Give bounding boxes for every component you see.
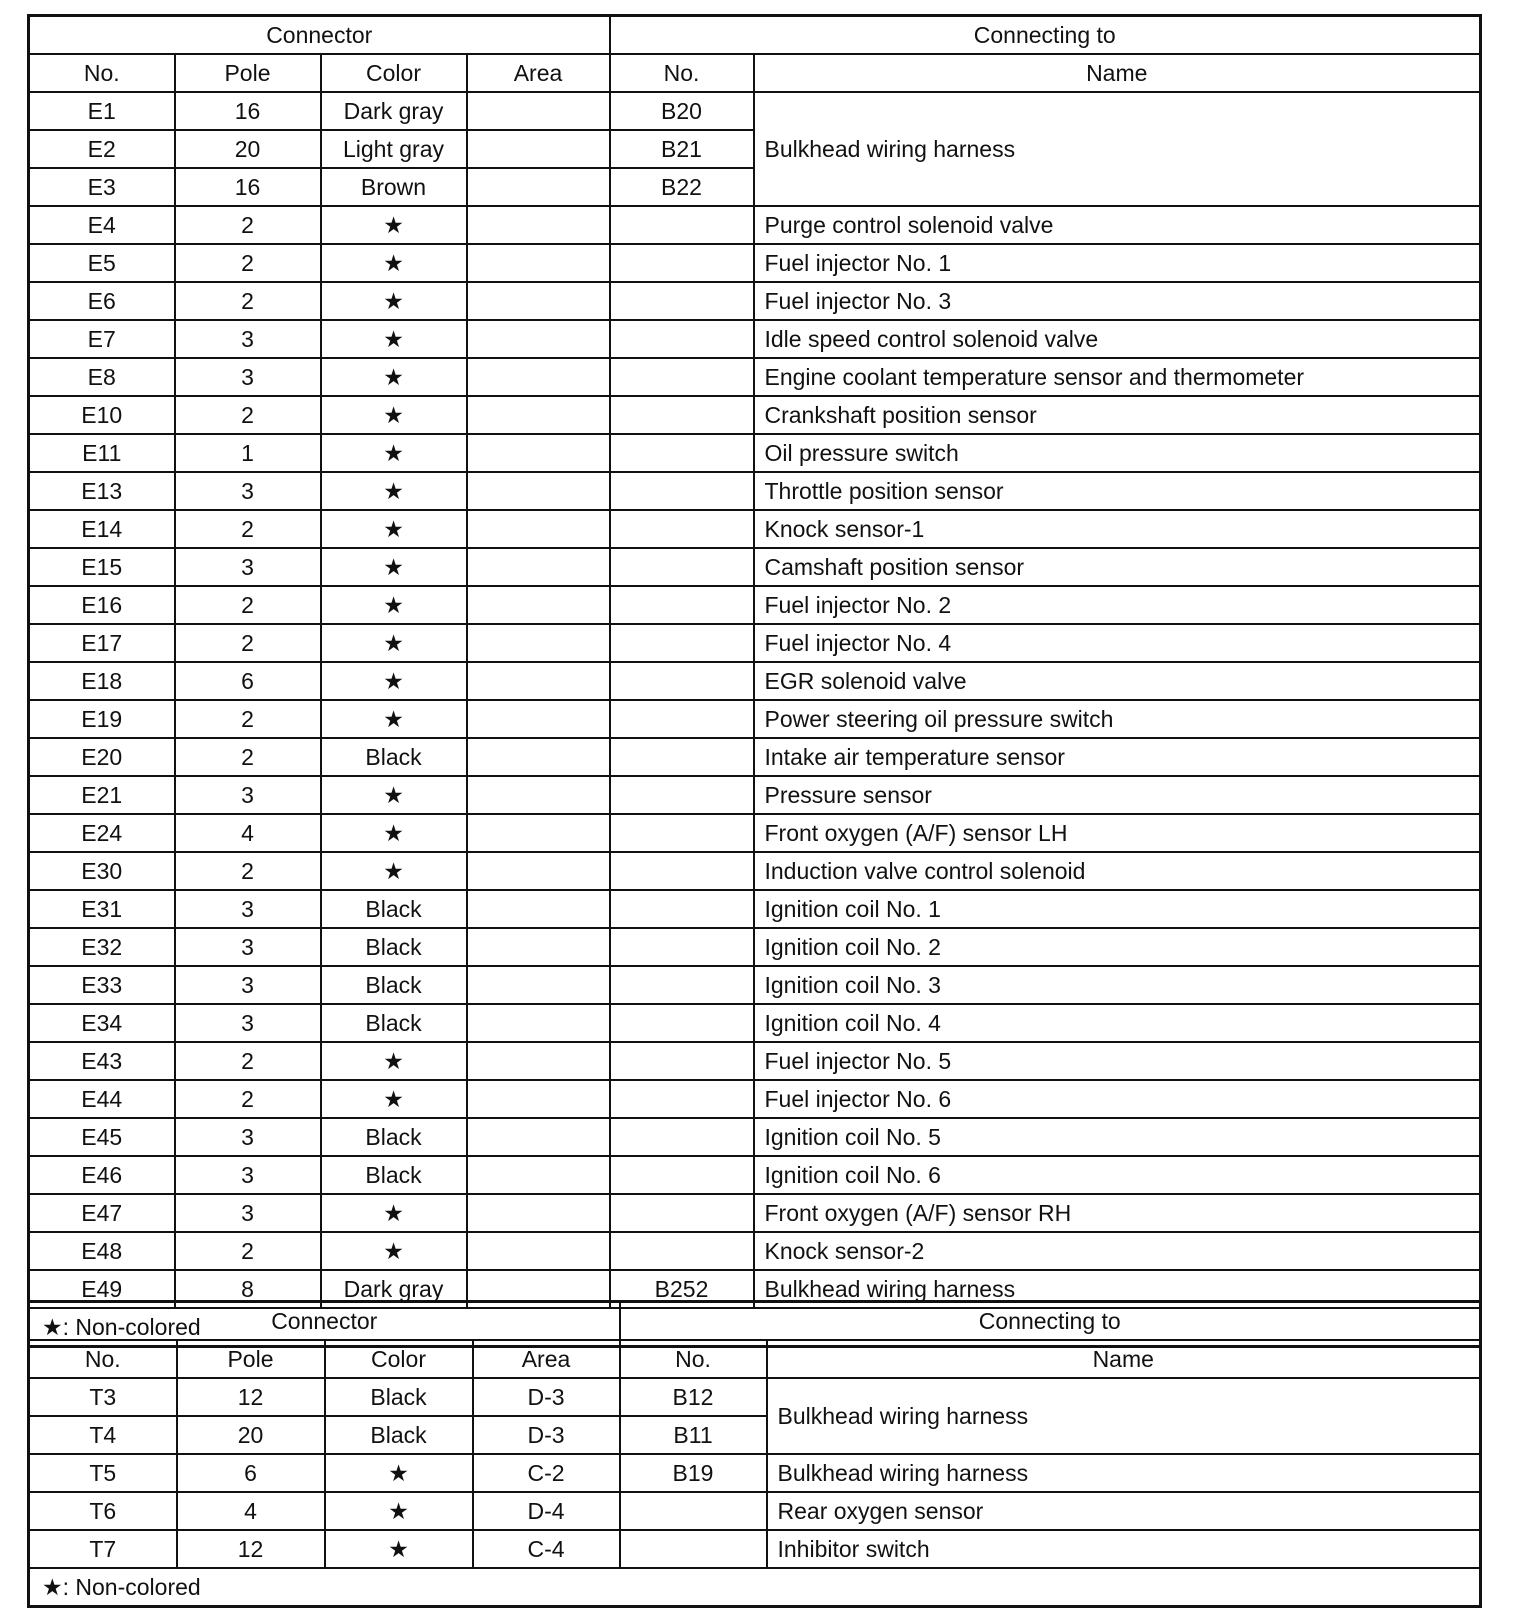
connecting-no-cell [610, 890, 754, 928]
connector-no-cell: E45 [29, 1118, 175, 1156]
pole-cell: 3 [175, 548, 321, 586]
name-cell: Crankshaft position sensor [754, 396, 1481, 434]
color-cell: ★ [321, 510, 467, 548]
pole-cell: 2 [175, 510, 321, 548]
area-cell [467, 206, 610, 244]
name-cell: Rear oxygen sensor [767, 1492, 1481, 1530]
connecting-no-cell [610, 1194, 754, 1232]
connector-table-t [27, 1300, 1482, 1608]
table-row [29, 700, 1481, 738]
pole-cell: 2 [175, 282, 321, 320]
connector-no-cell: E2 [29, 130, 175, 168]
color-cell: ★ [325, 1530, 473, 1568]
connecting-no-cell: B12 [620, 1378, 767, 1416]
area-cell: D-4 [473, 1492, 620, 1530]
connecting-no-cell [610, 244, 754, 282]
name-cell: Bulkhead wiring harness [754, 92, 1481, 206]
pole-cell: 2 [175, 700, 321, 738]
connecting-no-cell: B19 [620, 1454, 767, 1492]
color-cell: ★ [321, 1042, 467, 1080]
color-cell: ★ [321, 1232, 467, 1270]
area-cell [467, 890, 610, 928]
col-header-name: Name [754, 54, 1481, 92]
color-cell: Black [321, 738, 467, 776]
area-cell [467, 776, 610, 814]
connecting-no-cell [610, 510, 754, 548]
connecting-no-cell [610, 1042, 754, 1080]
name-cell: Induction valve control solenoid [754, 852, 1481, 890]
area-cell [467, 624, 610, 662]
name-cell: EGR solenoid valve [754, 662, 1481, 700]
connecting-no-cell [610, 966, 754, 1004]
pole-cell: 16 [175, 92, 321, 130]
connector-no-cell: E43 [29, 1042, 175, 1080]
color-cell: ★ [321, 206, 467, 244]
name-cell: Front oxygen (A/F) sensor RH [754, 1194, 1481, 1232]
area-cell [467, 1118, 610, 1156]
col-header-color: Color [321, 54, 467, 92]
color-cell: Dark gray [321, 92, 467, 130]
name-cell: Front oxygen (A/F) sensor LH [754, 814, 1481, 852]
color-cell: ★ [321, 1080, 467, 1118]
area-cell [467, 1194, 610, 1232]
area-cell [467, 662, 610, 700]
table-row [29, 1118, 1481, 1156]
pole-cell: 6 [177, 1454, 325, 1492]
connecting-no-cell [610, 282, 754, 320]
table-row [29, 358, 1481, 396]
connector-no-cell: E7 [29, 320, 175, 358]
name-cell: Ignition coil No. 1 [754, 890, 1481, 928]
table-row [29, 890, 1481, 928]
name-cell: Pressure sensor [754, 776, 1481, 814]
connecting-no-cell [610, 738, 754, 776]
connector-no-cell: E46 [29, 1156, 175, 1194]
name-cell: Ignition coil No. 2 [754, 928, 1481, 966]
color-cell: ★ [321, 396, 467, 434]
pole-cell: 2 [175, 1042, 321, 1080]
color-cell: ★ [325, 1492, 473, 1530]
area-cell [467, 320, 610, 358]
connecting-no-cell [610, 1004, 754, 1042]
connector-no-cell: T6 [29, 1492, 177, 1530]
connector-no-cell: E30 [29, 852, 175, 890]
table-row [29, 586, 1481, 624]
connector-no-cell: E34 [29, 1004, 175, 1042]
pole-cell: 20 [177, 1416, 325, 1454]
color-cell: ★ [321, 852, 467, 890]
table-row [29, 814, 1481, 852]
color-cell: ★ [321, 814, 467, 852]
color-cell: ★ [321, 434, 467, 472]
area-cell [467, 434, 610, 472]
color-cell: ★ [321, 472, 467, 510]
table-row [29, 1232, 1481, 1270]
pole-cell: 3 [175, 776, 321, 814]
connecting-no-cell [610, 700, 754, 738]
pole-cell: 2 [175, 586, 321, 624]
table-row [29, 1530, 1481, 1568]
color-cell: Black [321, 928, 467, 966]
connector-no-cell: E18 [29, 662, 175, 700]
table-row [29, 434, 1481, 472]
area-cell [467, 92, 610, 130]
pole-cell: 3 [175, 320, 321, 358]
connector-no-cell: T7 [29, 1530, 177, 1568]
color-cell: ★ [321, 1194, 467, 1232]
connector-group-header: Connector [29, 1302, 620, 1341]
connector-no-cell: T5 [29, 1454, 177, 1492]
connector-no-cell: E32 [29, 928, 175, 966]
footnote: ★: Non-colored [29, 1308, 1481, 1347]
col-header-to-no: No. [610, 54, 754, 92]
pole-cell: 12 [177, 1378, 325, 1416]
area-cell: C-4 [473, 1530, 620, 1568]
connector-no-cell: E1 [29, 92, 175, 130]
connector-no-cell: E13 [29, 472, 175, 510]
connecting-no-cell [610, 1118, 754, 1156]
connecting-no-cell [620, 1530, 767, 1568]
area-cell [467, 130, 610, 168]
connecting-no-cell [610, 928, 754, 966]
connector-table-e [27, 14, 1482, 1348]
connecting-no-cell [610, 548, 754, 586]
area-cell [467, 472, 610, 510]
connecting-no-cell [610, 358, 754, 396]
area-cell [467, 548, 610, 586]
color-cell: ★ [321, 358, 467, 396]
color-cell: ★ [321, 624, 467, 662]
connector-no-cell: E10 [29, 396, 175, 434]
table-row [29, 776, 1481, 814]
connector-no-cell: E8 [29, 358, 175, 396]
col-header-no: No. [29, 1340, 177, 1378]
connector-no-cell: E16 [29, 586, 175, 624]
table-row [29, 1454, 1481, 1492]
area-cell [467, 1232, 610, 1270]
name-cell: Camshaft position sensor [754, 548, 1481, 586]
area-cell [467, 1004, 610, 1042]
area-cell [467, 168, 610, 206]
pole-cell: 4 [177, 1492, 325, 1530]
color-cell: ★ [321, 282, 467, 320]
table-row [29, 1194, 1481, 1232]
pole-cell: 4 [175, 814, 321, 852]
name-cell: Ignition coil No. 4 [754, 1004, 1481, 1042]
name-cell: Throttle position sensor [754, 472, 1481, 510]
col-header-name: Name [767, 1340, 1481, 1378]
connecting-no-cell [610, 320, 754, 358]
name-cell: Fuel injector No. 6 [754, 1080, 1481, 1118]
connector-no-cell: E49 [29, 1270, 175, 1308]
color-cell: ★ [321, 776, 467, 814]
name-cell: Engine coolant temperature sensor and thermometer [754, 358, 1481, 396]
pole-cell: 6 [175, 662, 321, 700]
name-cell: Oil pressure switch [754, 434, 1481, 472]
pole-cell: 2 [175, 206, 321, 244]
col-header-to-no: No. [620, 1340, 767, 1378]
connecting-no-cell [620, 1492, 767, 1530]
connector-no-cell: E31 [29, 890, 175, 928]
pole-cell: 3 [175, 890, 321, 928]
connecting-no-cell [610, 776, 754, 814]
connecting-to-group-header: Connecting to [620, 1302, 1481, 1341]
table-row [29, 244, 1481, 282]
color-cell: Light gray [321, 130, 467, 168]
connecting-no-cell [610, 434, 754, 472]
name-cell: Fuel injector No. 5 [754, 1042, 1481, 1080]
table-row [29, 852, 1481, 890]
col-header-pole: Pole [175, 54, 321, 92]
table-row [29, 320, 1481, 358]
col-header-no: No. [29, 54, 175, 92]
color-cell: ★ [325, 1454, 473, 1492]
pole-cell: 2 [175, 738, 321, 776]
pole-cell: 8 [175, 1270, 321, 1308]
pole-cell: 12 [177, 1530, 325, 1568]
pole-cell: 3 [175, 966, 321, 1004]
table-row [29, 206, 1481, 244]
col-header-color: Color [325, 1340, 473, 1378]
area-cell [467, 700, 610, 738]
connector-no-cell: E11 [29, 434, 175, 472]
pole-cell: 2 [175, 852, 321, 890]
name-cell: Ignition coil No. 5 [754, 1118, 1481, 1156]
area-cell [467, 852, 610, 890]
connecting-no-cell: B22 [610, 168, 754, 206]
connector-group-header: Connector [29, 16, 610, 55]
color-cell: Black [321, 890, 467, 928]
name-cell: Inhibitor switch [767, 1530, 1481, 1568]
color-cell: Black [325, 1378, 473, 1416]
connector-no-cell: E21 [29, 776, 175, 814]
table-row [29, 624, 1481, 662]
area-cell [467, 1042, 610, 1080]
name-cell: Power steering oil pressure switch [754, 700, 1481, 738]
connecting-no-cell [610, 472, 754, 510]
table-row [29, 966, 1481, 1004]
connector-no-cell: E33 [29, 966, 175, 1004]
pole-cell: 2 [175, 1080, 321, 1118]
connector-no-cell: E14 [29, 510, 175, 548]
col-header-area: Area [467, 54, 610, 92]
table-row [29, 1378, 1481, 1416]
pole-cell: 3 [175, 928, 321, 966]
table-row [29, 1492, 1481, 1530]
name-cell: Ignition coil No. 6 [754, 1156, 1481, 1194]
area-cell [467, 282, 610, 320]
name-cell: Fuel injector No. 4 [754, 624, 1481, 662]
connecting-no-cell: B20 [610, 92, 754, 130]
connecting-no-cell [610, 1156, 754, 1194]
pole-cell: 3 [175, 472, 321, 510]
col-header-pole: Pole [177, 1340, 325, 1378]
name-cell: Idle speed control solenoid valve [754, 320, 1481, 358]
footnote: ★: Non-colored [29, 1568, 1481, 1607]
connector-no-cell: T4 [29, 1416, 177, 1454]
area-cell [467, 738, 610, 776]
table-row [29, 92, 1481, 130]
connector-no-cell: E3 [29, 168, 175, 206]
color-cell: ★ [321, 244, 467, 282]
name-cell: Fuel injector No. 3 [754, 282, 1481, 320]
pole-cell: 1 [175, 434, 321, 472]
area-cell [467, 586, 610, 624]
pole-cell: 2 [175, 396, 321, 434]
color-cell: ★ [321, 662, 467, 700]
area-cell: D-3 [473, 1378, 620, 1416]
color-cell: Black [321, 1118, 467, 1156]
table-row [29, 738, 1481, 776]
name-cell: Bulkhead wiring harness [767, 1378, 1481, 1454]
pole-cell: 2 [175, 244, 321, 282]
connector-no-cell: E17 [29, 624, 175, 662]
connector-no-cell: E47 [29, 1194, 175, 1232]
name-cell: Knock sensor-2 [754, 1232, 1481, 1270]
table-body [29, 92, 1481, 1308]
connector-no-cell: E44 [29, 1080, 175, 1118]
color-cell: Dark gray [321, 1270, 467, 1308]
connecting-no-cell: B21 [610, 130, 754, 168]
pole-cell: 2 [175, 1232, 321, 1270]
color-cell: ★ [321, 320, 467, 358]
connecting-no-cell [610, 206, 754, 244]
name-cell: Intake air temperature sensor [754, 738, 1481, 776]
connector-no-cell: E48 [29, 1232, 175, 1270]
connector-no-cell: E5 [29, 244, 175, 282]
connecting-no-cell [610, 1080, 754, 1118]
table-row [29, 282, 1481, 320]
table-row [29, 396, 1481, 434]
connecting-to-group-header: Connecting to [610, 16, 1481, 55]
table-row [29, 1004, 1481, 1042]
connector-no-cell: E15 [29, 548, 175, 586]
connecting-no-cell [610, 852, 754, 890]
area-cell [467, 1156, 610, 1194]
name-cell: Ignition coil No. 3 [754, 966, 1481, 1004]
color-cell: ★ [321, 700, 467, 738]
table-row [29, 1080, 1481, 1118]
connector-no-cell: E24 [29, 814, 175, 852]
area-cell [467, 358, 610, 396]
connector-no-cell: E19 [29, 700, 175, 738]
table-row [29, 472, 1481, 510]
connecting-no-cell [610, 662, 754, 700]
table-row [29, 1156, 1481, 1194]
connecting-no-cell: B11 [620, 1416, 767, 1454]
area-cell [467, 1080, 610, 1118]
name-cell: Bulkhead wiring harness [754, 1270, 1481, 1308]
pole-cell: 3 [175, 1156, 321, 1194]
color-cell: ★ [321, 586, 467, 624]
area-cell [467, 244, 610, 282]
area-cell [467, 510, 610, 548]
name-cell: Knock sensor-1 [754, 510, 1481, 548]
connecting-no-cell [610, 1232, 754, 1270]
color-cell: Black [321, 966, 467, 1004]
table-body [29, 1378, 1481, 1568]
color-cell: Black [321, 1004, 467, 1042]
pole-cell: 20 [175, 130, 321, 168]
pole-cell: 3 [175, 1118, 321, 1156]
table-row [29, 1042, 1481, 1080]
color-cell: Brown [321, 168, 467, 206]
connector-no-cell: T3 [29, 1378, 177, 1416]
name-cell: Fuel injector No. 1 [754, 244, 1481, 282]
pole-cell: 3 [175, 358, 321, 396]
table-row [29, 928, 1481, 966]
pole-cell: 2 [175, 624, 321, 662]
table-row [29, 548, 1481, 586]
pole-cell: 3 [175, 1194, 321, 1232]
name-cell: Fuel injector No. 2 [754, 586, 1481, 624]
pole-cell: 3 [175, 1004, 321, 1042]
col-header-area: Area [473, 1340, 620, 1378]
area-cell [467, 396, 610, 434]
connector-no-cell: E6 [29, 282, 175, 320]
color-cell: Black [325, 1416, 473, 1454]
area-cell: C-2 [473, 1454, 620, 1492]
connecting-no-cell [610, 814, 754, 852]
table-row [29, 662, 1481, 700]
color-cell: Black [321, 1156, 467, 1194]
color-cell: ★ [321, 548, 467, 586]
connector-no-cell: E4 [29, 206, 175, 244]
name-cell: Bulkhead wiring harness [767, 1454, 1481, 1492]
table-row [29, 510, 1481, 548]
area-cell [467, 928, 610, 966]
connecting-no-cell: B252 [610, 1270, 754, 1308]
pole-cell: 16 [175, 168, 321, 206]
connecting-no-cell [610, 396, 754, 434]
connector-no-cell: E20 [29, 738, 175, 776]
connecting-no-cell [610, 624, 754, 662]
name-cell: Purge control solenoid valve [754, 206, 1481, 244]
area-cell [467, 966, 610, 1004]
connecting-no-cell [610, 586, 754, 624]
area-cell: D-3 [473, 1416, 620, 1454]
area-cell [467, 814, 610, 852]
